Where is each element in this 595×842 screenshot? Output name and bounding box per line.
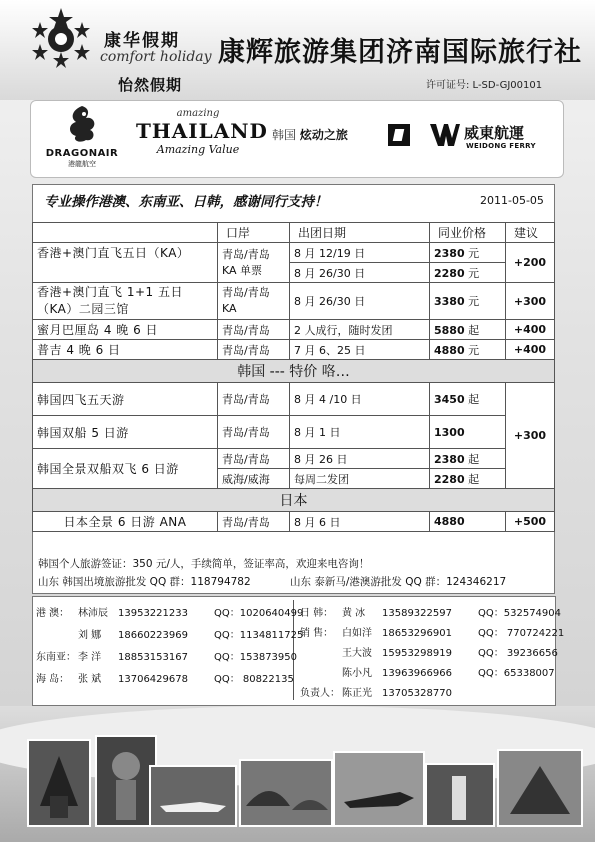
dragonair-name-cn: 港龍航空 xyxy=(68,160,96,168)
table-row xyxy=(33,243,555,263)
contact-name: 陈正光 xyxy=(342,688,372,699)
publish-date: 2011-05-05 xyxy=(480,194,544,207)
date-cell: 8 月 26/30 日 xyxy=(290,283,430,320)
suggest-cell: +200 xyxy=(506,243,555,283)
korea-slogan xyxy=(272,126,348,143)
contact-name: 白如洋 xyxy=(342,628,372,639)
port-cell: 青岛/青岛 xyxy=(218,320,290,340)
price-cell xyxy=(430,340,506,360)
weidong-name-cn: 威東航運 xyxy=(464,124,525,142)
contact-name: 黄 冰 xyxy=(342,608,366,619)
port-cell: 青岛/青岛 xyxy=(218,340,290,360)
port-cell xyxy=(218,243,290,283)
price-cell xyxy=(430,383,506,416)
contact-row xyxy=(36,648,297,663)
price: 3380 xyxy=(434,295,465,308)
price-cell xyxy=(430,449,506,469)
product-name-line2: （KA）二园三馆 xyxy=(37,302,129,316)
contact-row xyxy=(300,684,478,699)
price-cell xyxy=(430,263,506,283)
dragon-icon xyxy=(62,104,102,144)
price: 2280 xyxy=(434,266,465,280)
photo-speedboat xyxy=(334,752,424,826)
brand-logo-cn: 康华假期 xyxy=(104,31,180,51)
suggest-cell: +300 xyxy=(506,283,555,320)
date-cell: 8 月 1 日 xyxy=(290,416,430,449)
price: 2380 xyxy=(434,246,465,260)
contact-name: 张 斌 xyxy=(78,674,102,685)
product-name: 韩国四飞五天游 xyxy=(33,383,218,416)
date-cell: 每周二发团 xyxy=(290,469,430,489)
contact-row xyxy=(300,624,564,639)
contact-role: 海 岛： xyxy=(36,674,70,685)
table-row xyxy=(33,449,555,469)
star-ring-logo-icon xyxy=(30,8,92,70)
product-name: 韩国双船 5 日游 xyxy=(33,416,218,449)
table-row xyxy=(33,283,555,320)
port: 青岛/青岛 xyxy=(222,286,270,299)
contact-role: 东南亚： xyxy=(36,652,76,663)
contact-tel: 18653296901 xyxy=(382,628,452,639)
date-cell: 8 月 12/19 日 xyxy=(290,243,430,263)
contact-qq: QQ：532574904 xyxy=(478,608,562,619)
weidong-name-en: WEIDONG FERRY xyxy=(466,142,536,150)
contact-row xyxy=(300,664,555,679)
price: 2280 xyxy=(434,472,465,486)
price: 4880 xyxy=(434,515,465,528)
contact-tel: 13963966966 xyxy=(382,668,452,679)
col-header-price: 同业价格 xyxy=(430,223,506,243)
date-cell: 8 月 6 日 xyxy=(290,512,430,532)
contact-qq: QQ： 80822135 xyxy=(214,674,294,685)
contact-row xyxy=(36,626,303,641)
port-note: KA xyxy=(222,302,237,315)
product-name: 蜜月巴厘岛 4 晚 6 日 xyxy=(33,320,218,340)
price-cell xyxy=(430,469,506,489)
brand-logo-en: comfort holiday xyxy=(100,49,212,65)
promo-headline: 专业操作港澳、东南亚、日韩，感谢同行支持！ xyxy=(44,194,328,210)
suggest-cell: +300 xyxy=(506,383,555,489)
price-cell xyxy=(430,320,506,340)
contact-role: 日 韩： xyxy=(300,608,334,619)
contact-qq: QQ：65338007 xyxy=(478,668,555,679)
page-title: 康辉旅游集团济南国际旅行社 xyxy=(218,37,582,68)
port-cell: 青岛/青岛 xyxy=(218,512,290,532)
table-row xyxy=(33,320,555,340)
contact-qq: QQ：1134811725 xyxy=(214,630,304,641)
table-row xyxy=(33,416,555,449)
thailand-tagline: Amazing Value xyxy=(156,143,240,156)
price-cell xyxy=(430,283,506,320)
weidong-ferry-logo xyxy=(430,120,546,156)
contact-name: 陈小凡 xyxy=(342,668,372,679)
product-name: 香港+澳门直飞五日（KA） xyxy=(33,243,218,283)
contact-name: 李 洋 xyxy=(78,652,102,663)
contact-tel: 13706429678 xyxy=(118,674,188,685)
contact-tel: 13953221233 xyxy=(118,608,188,619)
photo-palace xyxy=(498,750,582,826)
price-cell xyxy=(430,416,506,449)
contact-tel: 13589322597 xyxy=(382,608,452,619)
port-cell: 青岛/青岛 xyxy=(218,383,290,416)
table-row xyxy=(33,512,555,532)
contact-name: 林沛辰 xyxy=(78,608,108,619)
date-cell: 8 月 26/30 日 xyxy=(290,263,430,283)
price: 2380 xyxy=(434,452,465,466)
thailand-logo xyxy=(136,108,268,168)
contact-tel: 18660223969 xyxy=(118,630,188,641)
contact-qq: QQ： 39236656 xyxy=(478,648,558,659)
date-cell: 8 月 26 日 xyxy=(290,449,430,469)
col-header-port: 口岸 xyxy=(218,223,290,243)
contact-tel: 13705328770 xyxy=(382,688,452,699)
contact-name: 王大波 xyxy=(342,648,372,659)
brand-logo-sub: 怡然假期 xyxy=(118,76,183,94)
price: 1300 xyxy=(434,425,465,439)
price-unit: 元 xyxy=(468,266,480,280)
section-header-korea xyxy=(33,360,555,383)
price: 3450 xyxy=(434,393,465,406)
contact-row xyxy=(300,644,558,659)
contact-qq: QQ：1020640499 xyxy=(214,608,304,619)
suggest-cell: +400 xyxy=(506,320,555,340)
section-title-korea: 韩国 --- 特价 咯… xyxy=(33,360,555,383)
suggest-cell: +400 xyxy=(506,340,555,360)
table-header-row xyxy=(33,223,555,243)
thailand-amazing: amazing xyxy=(176,108,220,119)
col-header-suggest: 建议 xyxy=(506,223,555,243)
contact-row xyxy=(36,670,294,685)
photo-statue xyxy=(96,736,156,826)
port: 青岛/青岛 xyxy=(222,247,270,261)
port-cell: 青岛/青岛 xyxy=(218,416,290,449)
price-unit: 起 xyxy=(468,323,480,337)
korea-prefix: 韩国 xyxy=(272,128,297,142)
qq-group-sea: 山东 泰新马/港澳游批发 QQ 群：124346217 xyxy=(290,576,507,588)
price-unit: 起 xyxy=(468,472,480,486)
contact-role: 港 澳： xyxy=(36,608,70,619)
price-table xyxy=(32,222,555,532)
contact-tel: 15953298919 xyxy=(382,648,452,659)
col-header-date: 出团日期 xyxy=(290,223,430,243)
contact-row xyxy=(36,604,303,619)
dragonair-logo xyxy=(42,104,122,172)
footer-scenery-icon xyxy=(0,706,595,842)
contact-tel: 18853153167 xyxy=(118,652,188,663)
contact-role: 销 售： xyxy=(300,628,334,639)
header xyxy=(0,0,595,100)
date-cell: 7 月 6、25 日 xyxy=(290,340,430,360)
price: 4880 xyxy=(434,343,465,357)
dragonair-name: DRAGONAIR xyxy=(45,148,119,159)
price-unit: 起 xyxy=(468,393,480,406)
price-unit: 元 xyxy=(468,295,480,308)
product-name xyxy=(33,283,218,320)
photo-temple xyxy=(28,740,90,826)
contact-qq: QQ：153873950 xyxy=(214,652,298,663)
footer-photo-collage xyxy=(0,706,595,842)
section-title-japan: 日本 xyxy=(33,489,555,512)
photo-tower xyxy=(426,764,494,826)
section-header-japan xyxy=(33,489,555,512)
date-cell: 2 人成行，随时发团 xyxy=(290,320,430,340)
port-note: KA 单票 xyxy=(222,263,263,277)
weidong-w-icon xyxy=(430,124,460,146)
korea-tourism-logo-icon xyxy=(388,124,410,146)
photo-boats xyxy=(150,766,236,826)
product-name-line1: 香港+澳门直飞 1+1 五日 xyxy=(37,285,184,299)
price: 5880 xyxy=(434,323,465,337)
price-cell xyxy=(430,243,506,263)
table-row xyxy=(33,340,555,360)
price-cell xyxy=(430,512,506,532)
contact-qq: QQ： 770724221 xyxy=(478,628,565,639)
thailand-wordmark: THAILAND xyxy=(136,119,268,143)
suggest-cell: +500 xyxy=(506,512,555,532)
visa-notice: 韩国个人旅游签证：350 元/人，手续简单，签证率高，欢迎来电咨询！ xyxy=(38,558,370,570)
contact-row xyxy=(300,604,561,619)
photo-islands xyxy=(240,760,332,826)
qq-group-korea: 山东 韩国出境旅游批发 QQ 群：118794782 xyxy=(38,576,251,588)
license-number: 许可证号: L-SD-GJ00101 xyxy=(426,80,543,91)
port-cell: 威海/威海 xyxy=(218,469,290,489)
korea-slogan-text: 炫动之旅 xyxy=(299,128,348,142)
port-cell: 青岛/青岛 xyxy=(218,449,290,469)
date-cell: 8 月 4 /10 日 xyxy=(290,383,430,416)
product-name: 普吉 4 晚 6 日 xyxy=(33,340,218,360)
product-name: 日本全景 6 日游 ANA xyxy=(33,512,218,532)
price-unit: 起 xyxy=(468,452,480,466)
contact-role: 负责人： xyxy=(300,688,340,699)
contact-name: 刘 娜 xyxy=(78,630,102,641)
table-row xyxy=(33,383,555,416)
price-unit: 元 xyxy=(468,246,480,260)
price-unit: 元 xyxy=(468,343,480,357)
port-cell xyxy=(218,283,290,320)
product-name: 韩国全景双船双飞 6 日游 xyxy=(33,449,218,489)
